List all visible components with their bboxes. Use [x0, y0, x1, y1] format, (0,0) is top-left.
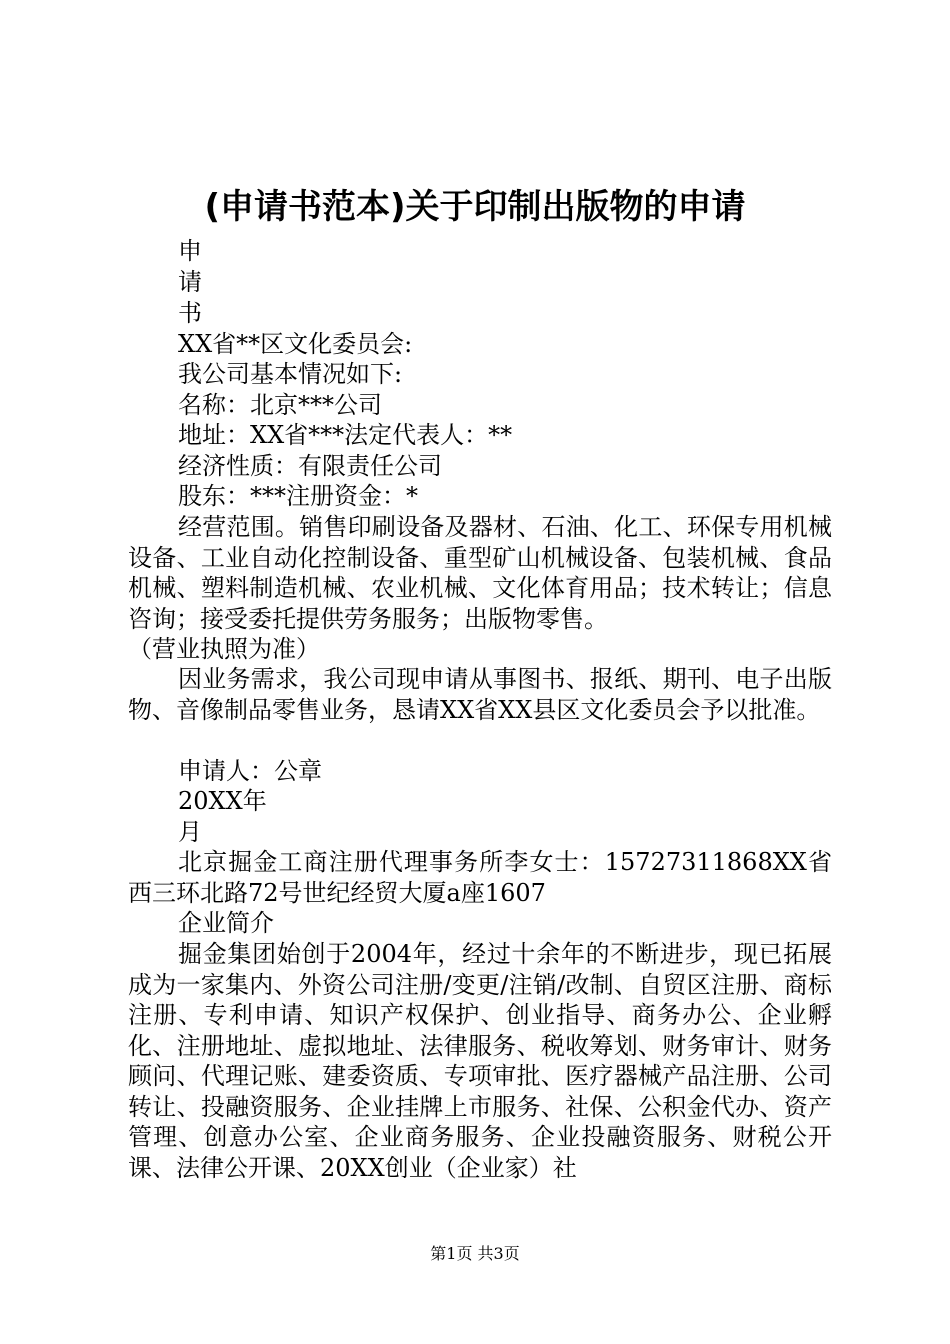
company-address: 地址：XX省***法定代表人：** [178, 421, 513, 449]
document-title: (申请书范本)关于印制出版物的申请 [204, 187, 746, 227]
date-year: 20XX年 [178, 787, 267, 815]
contact-paragraph: 北京掘金工商注册代理事务所李女士：15727311868XX省西三环北路72号世纪经贸大厦a座1607 [128, 848, 832, 907]
request-paragraph: 因业务需求，我公司现申请从事图书、报纸、期刊、电子出版物、音像制品零售业务，恳请XX省XX县区文化委员会予以批准。 [128, 665, 832, 724]
heading-char-3: 书 [178, 299, 202, 327]
company-intro-paragraph: 掘金集团始创于2004年，经过十余年的不断进步，现已拓展成为一家集内、外资公司注册/变更/注销/改制、自贸区注册、商标注册、专利申请、知识产权保护、创业指导、商务办公、企业孵化、注册地址、虚拟地址、法律服务、税收筹划、财务审计、财务顾问、代理记账、建委资质、专项审批、医疗器械产品注册、公司转让、投融资服务、企业挂牌上市服务、社保、公积金代办、资产管理、创意办公室、企业商务服务、企业投融资服务、财税公开课、法律公开课、20XX创业（企业家）社 [128, 940, 832, 1182]
heading-char-2: 请 [178, 268, 202, 296]
business-scope-note: （营业执照为准） [128, 635, 320, 663]
page-number: 第1页 共3页 [430, 1244, 520, 1263]
heading-char-1: 申 [178, 237, 202, 265]
date-month: 月 [178, 818, 202, 846]
company-intro-heading: 企业简介 [178, 909, 274, 937]
company-name: 名称：北京***公司 [178, 391, 382, 419]
shareholders: 股东：***注册资金：* [178, 482, 418, 510]
applicant: 申请人：公章 [178, 757, 322, 785]
addressee: XX省**区文化委员会: [178, 330, 413, 358]
economic-nature: 经济性质：有限责任公司 [178, 452, 442, 480]
business-scope: 经营范围。销售印刷设备及器材、石油、化工、环保专用机械设备、工业自动化控制设备、重型矿山机械设备、包装机械、食品机械、塑料制造机械、农业机械、文化体育用品；技术转让；信息咨询；接受委托提供劳务服务；出版物零售。 [128, 513, 832, 633]
intro-line: 我公司基本情况如下: [178, 360, 403, 388]
